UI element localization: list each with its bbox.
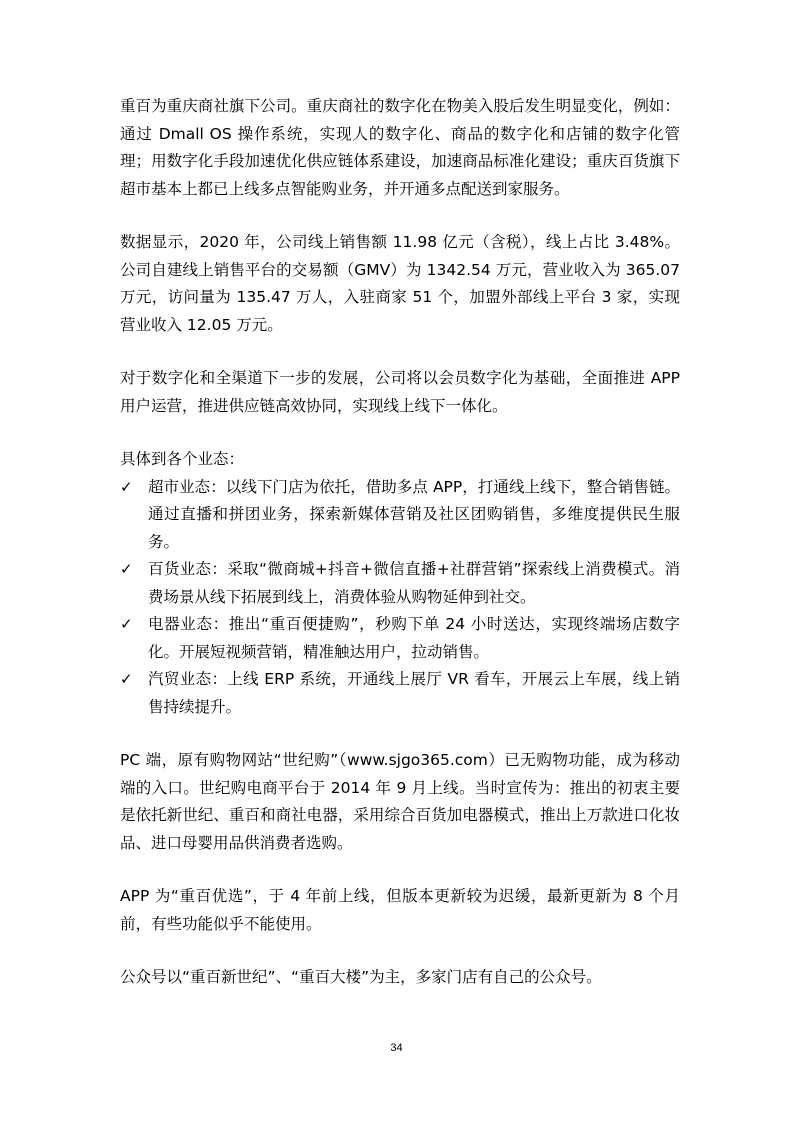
list-item-text: 汽贸业态：上线 ERP 系统，开通线上展厅 VR 看车，开展云上车展，线上销售持续提升。 — [148, 670, 680, 716]
list-item-electronics — [120, 611, 680, 666]
list-item-text: 电器业态：推出“重百便捷购”，秒购下单 24 小时送达，实现终端场店数字化。开展短视频营销，精准触达用户，拉动销售。 — [148, 615, 680, 661]
check-icon: ✓ — [120, 670, 133, 688]
list-intro: 具体到各个业态： — [120, 450, 245, 468]
check-icon: ✓ — [120, 477, 133, 496]
paragraph-official-accounts: 公众号以“重百新世纪”、“重百大楼”为主，多家门店有自己的公众号。 — [120, 968, 602, 986]
paragraph-app: APP 为“重百优选”，于 4 年前上线，但版本更新较为迟缓，最新更新为 8 个月前，有些功能似乎不能使用。 — [120, 887, 680, 933]
list-item-department-store — [120, 556, 680, 611]
list-item-supermarket — [120, 474, 680, 557]
paragraph-chongbai-digitalization: 重百为重庆商社旗下公司。重庆商社的数字化在物美入股后发生明显变化，例如：通过 Dmall OS 操作系统，实现人的数字化、商品的数字化和店铺的数字化管理；用数字化手段加速优化供应链体系建设，加速商品标准化建设；重庆百货旗下超市基本上都已上线多点智能购业务，并开通多点配送到家服务。 — [120, 97, 680, 198]
check-icon: ✓ — [120, 560, 133, 578]
paragraph-online-sales-data: 数据显示，2020 年，公司线上销售额 11.98 亿元（含税），线上占比 3.48%。公司自建线上销售平台的交易额（GMV）为 1342.54 万元，营业收入为 365.07 万元，访问量为 135.47 万人，入驻商家 51 个，加盟外部线上平台 3 家，实现营业收入 12.05 万元。 — [120, 233, 680, 334]
check-icon: ✓ — [120, 615, 133, 633]
list-item-text: 超市业态：以线下门店为依托，借助多点 APP，打通线上线下，整合销售链。通过直播和拼团业务，探索新媒体营销及社区团购销售，多维度提供民生服务。 — [148, 477, 680, 551]
document-body — [120, 93, 680, 1018]
list-item-auto-trade — [120, 666, 680, 721]
list-item-text: 百货业态：采取“微商城+抖音+微信直播+社群营销”探索线上消费模式。消费场景从线下拓展到线上，消费体验从购物延伸到社交。 — [148, 560, 680, 606]
page-number: 34 — [390, 1042, 403, 1054]
business-format-list — [120, 474, 680, 722]
paragraph-pc-website: PC 端，原有购物网站“世纪购”（www.sjgo365.com）已无购物功能，成为移动端的入口。世纪购电商平台于 2014 年 9 月上线。当时宣传为：推出的初衷主要是依托新世纪、重百和商社电器，采用综合百货加电器模式，推出上万款进口化妆品、进口母婴用品供消费者选购。 — [120, 751, 680, 852]
paragraph-omnichannel-plan: 对于数字化和全渠道下一步的发展，公司将以会员数字化为基础，全面推进 APP 用户运营，推进供应链高效协同，实现线上线下一体化。 — [120, 369, 680, 415]
